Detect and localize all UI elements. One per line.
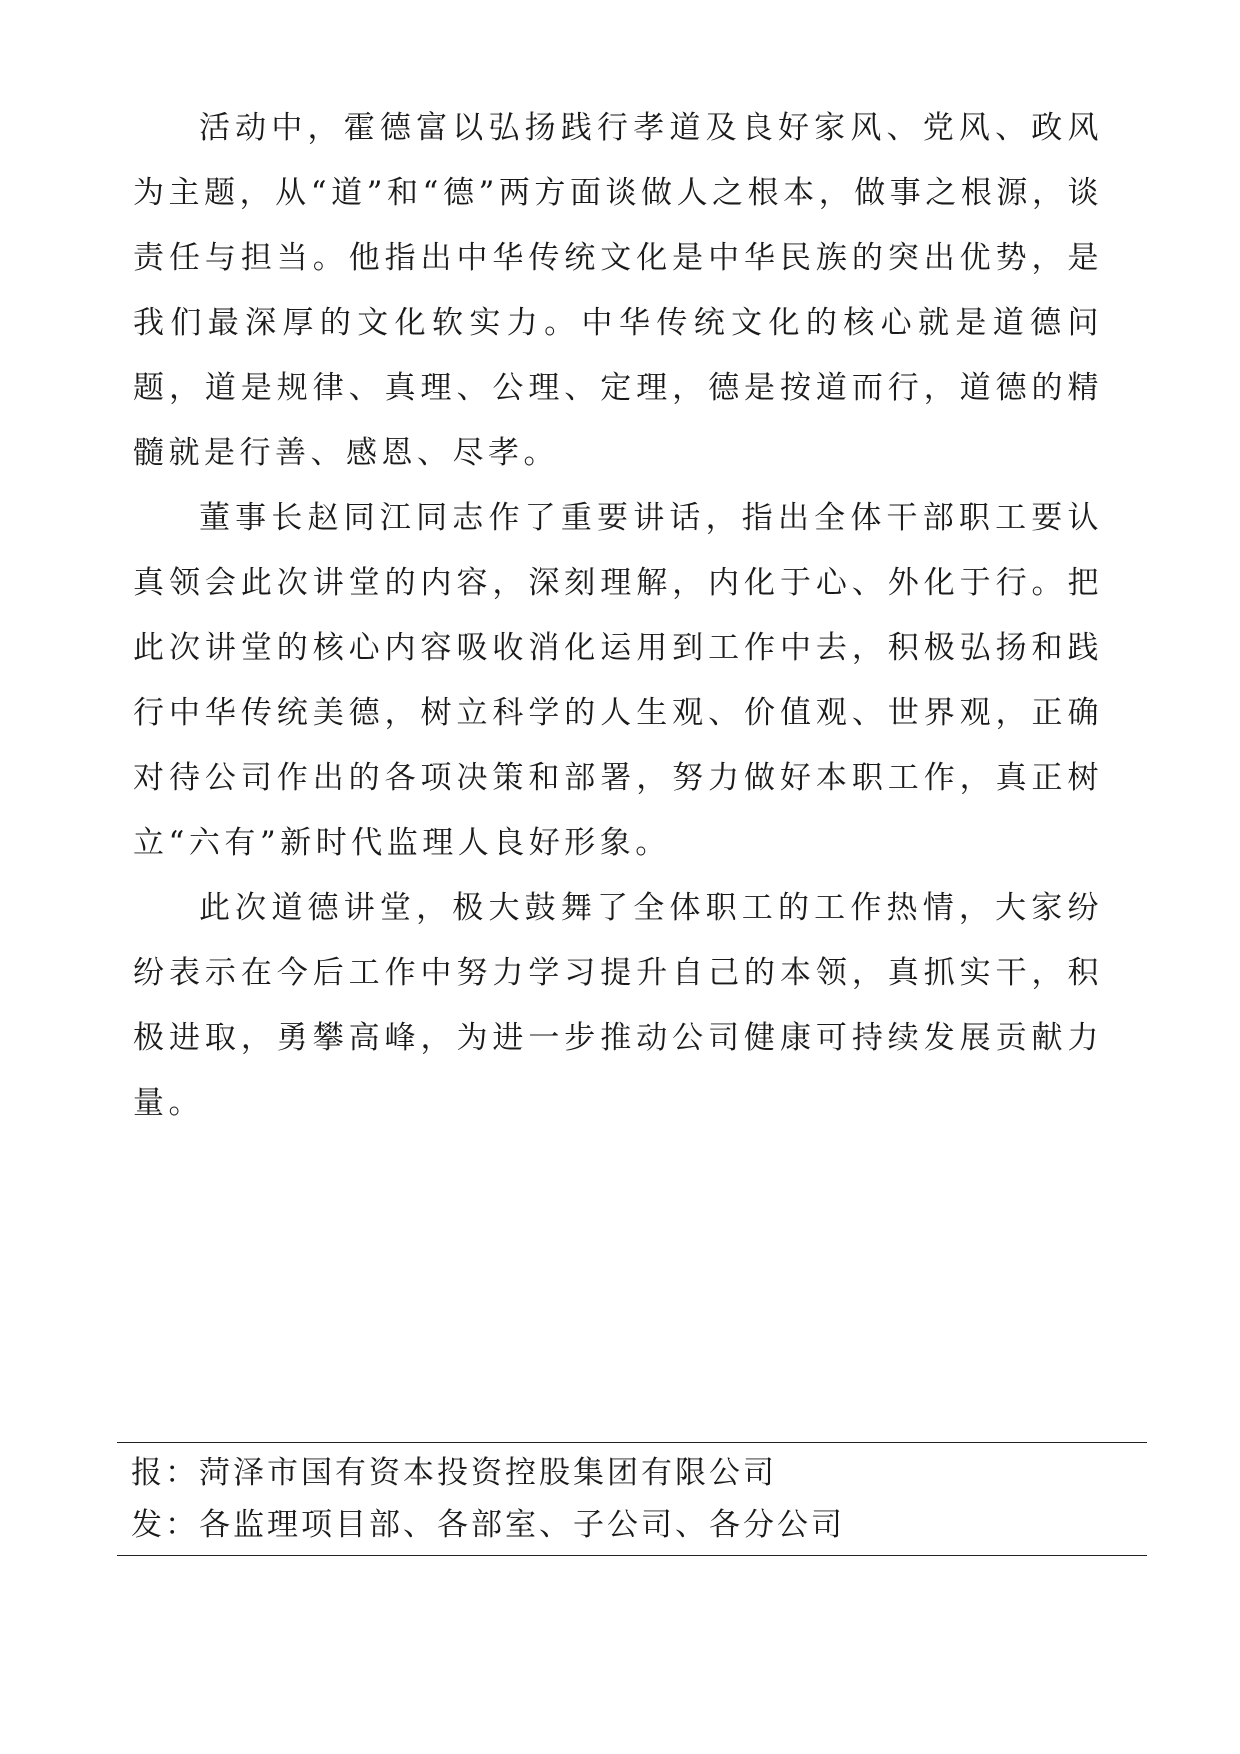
paragraph-conclusion: 此次道德讲堂，极大鼓舞了全体职工的工作热情，大家纷纷表示在今后工作中努力学习提升自己的本领，真抓实干，积极进取，勇攀高峰，为进一步推动公司健康可持续发展贡献力量。 — [133, 890, 1103, 1121]
footer-top-divider — [117, 1442, 1147, 1443]
report-to-line: 报：菏泽市国有资本投资控股集团有限公司 — [131, 1455, 777, 1491]
footer-bottom-divider — [117, 1555, 1147, 1556]
distribute-to-line: 发：各监理项目部、各部室、子公司、各分公司 — [131, 1507, 845, 1543]
document-body — [133, 96, 1103, 1136]
paragraph-activity-summary: 活动中，霍德富以弘扬践行孝道及良好家风、党风、政风为主题，从“道”和“德”两方面谈做人之根本，做事之根源，谈责任与担当。他指出中华传统文化是中华民族的突出优势，是我们最深厚的文化软实力。中华传统文化的核心就是道德问题，道是规律、真理、公理、定理，德是按道而行，道德的精髓就是行善、感恩、尽孝。 — [133, 110, 1103, 471]
paragraph-chairman-speech: 董事长赵同江同志作了重要讲话，指出全体干部职工要认真领会此次讲堂的内容，深刻理解，内化于心、外化于行。把此次讲堂的核心内容吸收消化运用到工作中去，积极弘扬和践行中华传统美德，树立科学的人生观、价值观、世界观，正确对待公司作出的各项决策和部署，努力做好本职工作，真正树立“六有”新时代监理人良好形象。 — [133, 500, 1103, 861]
distribution-footer — [117, 1442, 1147, 1556]
